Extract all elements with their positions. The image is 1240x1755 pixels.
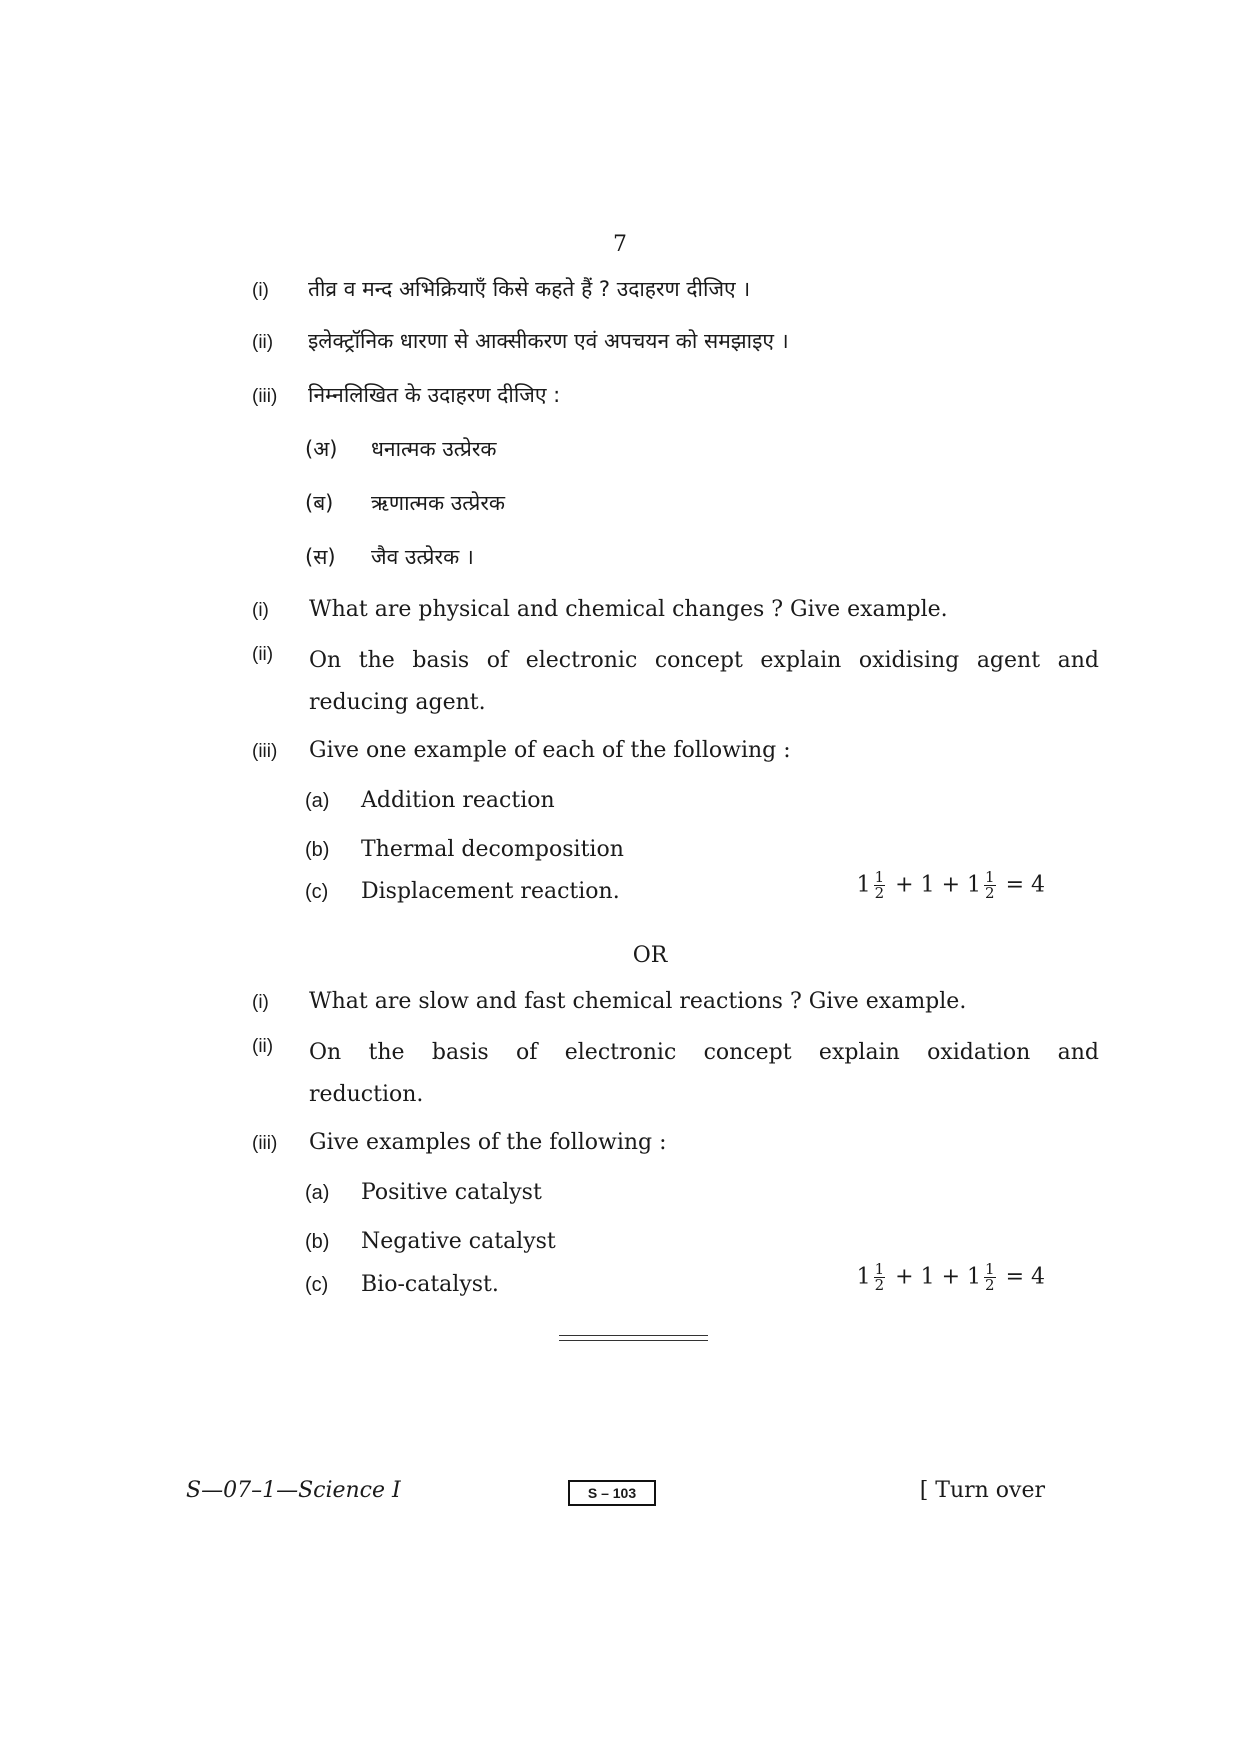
marks-whole: 1 [967,1264,982,1290]
english-sub-c [305,877,620,907]
or-divider: OR [632,943,668,968]
fraction-numerator: 1 [874,868,885,886]
sub-number: (c) [305,881,329,903]
marks-fraction [874,1262,886,1293]
question-text: What are physical and chemical changes ? Give example. [309,597,948,622]
english-alt-sub-b [305,1227,556,1257]
sub-number: (b) [305,839,330,861]
english-question-ii [252,640,1099,724]
english-alt-question-i [252,987,966,1018]
sub-text: जैव उत्प्रेरक । [371,545,474,569]
fraction-denominator: 2 [874,884,885,902]
question-text-line1: On the basis of electronic concept explain oxidation and [309,1040,1099,1065]
marks-total: = 4 [1005,872,1045,898]
footer-paper-id: S—07–1—Science I [186,1478,401,1503]
hindi-question-ii [252,326,789,358]
marks-whole: 1 [856,872,871,898]
sub-number: (a) [305,1182,330,1204]
sub-number: (b) [305,1231,330,1253]
question-number: (ii) [252,1036,274,1057]
question-number: (i) [252,600,269,621]
english-alt-question-ii [252,1032,1099,1116]
question-number: (ii) [252,644,274,665]
sub-text: Addition reaction [361,788,555,813]
fraction-denominator: 2 [985,884,995,902]
sub-number: (a) [305,790,330,812]
sub-number: (ब) [305,491,334,515]
sub-number: (c) [305,1274,329,1296]
fraction-numerator: 1 [985,868,995,886]
marks-fraction [984,870,996,901]
english-alt-question-iii [252,1128,667,1159]
marks-fraction [984,1262,996,1293]
sub-text: Displacement reaction. [361,879,620,904]
turn-over-label: [ Turn over [919,1478,1045,1503]
english-alt-sub-c [305,1270,499,1300]
page-number: 7 [613,232,627,257]
hindi-question-i [252,274,750,306]
footer-code-box: S – 103 [568,1480,656,1506]
sub-text: Negative catalyst [361,1229,556,1254]
question-number: (i) [252,280,269,301]
fraction-denominator: 2 [985,1276,995,1294]
question-text: What are slow and fast chemical reactions ? Give example. [309,989,967,1014]
question-text-line1: On the basis of electronic concept explain oxidising agent and [309,648,1099,673]
sub-text: ऋणात्मक उत्प्रेरक [371,491,506,515]
question-text: तीव्र व मन्द अभिक्रियाएँ किसे कहते हैं ? उदाहरण दीजिए । [308,277,751,301]
sub-text: Bio-catalyst. [361,1272,499,1297]
marks-fraction [874,870,886,901]
sub-text: धनात्मक उत्प्रेरक [371,437,497,461]
marks-middle: + 1 + [895,1264,961,1290]
fraction-denominator: 2 [874,1276,885,1294]
question-text: Give examples of the following : [309,1130,667,1155]
hindi-question-iii [252,380,560,412]
hindi-sub-c [305,542,474,572]
fraction-numerator: 1 [874,1260,885,1278]
question-text: इलेक्ट्रॉनिक धारणा से आक्सीकरण एवं अपचयन को समझाइए । [308,329,789,353]
fraction-numerator: 1 [985,1260,995,1278]
english-alt-sub-a [305,1178,542,1208]
marks-whole: 1 [856,1264,871,1290]
question-number: (ii) [252,332,274,353]
question-text-line2: reducing agent. [309,690,486,715]
question-number: (i) [252,992,269,1013]
question-number: (iii) [252,386,278,407]
sub-number: (अ) [305,437,338,461]
question-text-line2: reduction. [309,1082,424,1107]
hindi-sub-a [305,434,497,464]
marks-total: = 4 [1005,1264,1045,1290]
sub-text: Thermal decomposition [361,837,624,862]
marks-whole: 1 [967,872,982,898]
english-question-i [252,595,948,626]
sub-text: Positive catalyst [361,1180,542,1205]
marks-distribution [857,1262,1045,1293]
sub-number: (स) [305,545,336,569]
english-sub-b [305,835,624,865]
question-number: (iii) [252,741,278,762]
marks-distribution [857,870,1045,901]
end-double-rule [559,1335,708,1341]
question-number: (iii) [252,1133,278,1154]
question-text: Give one example of each of the following : [309,738,791,763]
question-text: निम्नलिखित के उदाहरण दीजिए : [308,383,561,407]
english-question-iii [252,736,791,767]
hindi-sub-b [305,488,505,518]
english-sub-a [305,786,555,816]
marks-middle: + 1 + [895,872,961,898]
